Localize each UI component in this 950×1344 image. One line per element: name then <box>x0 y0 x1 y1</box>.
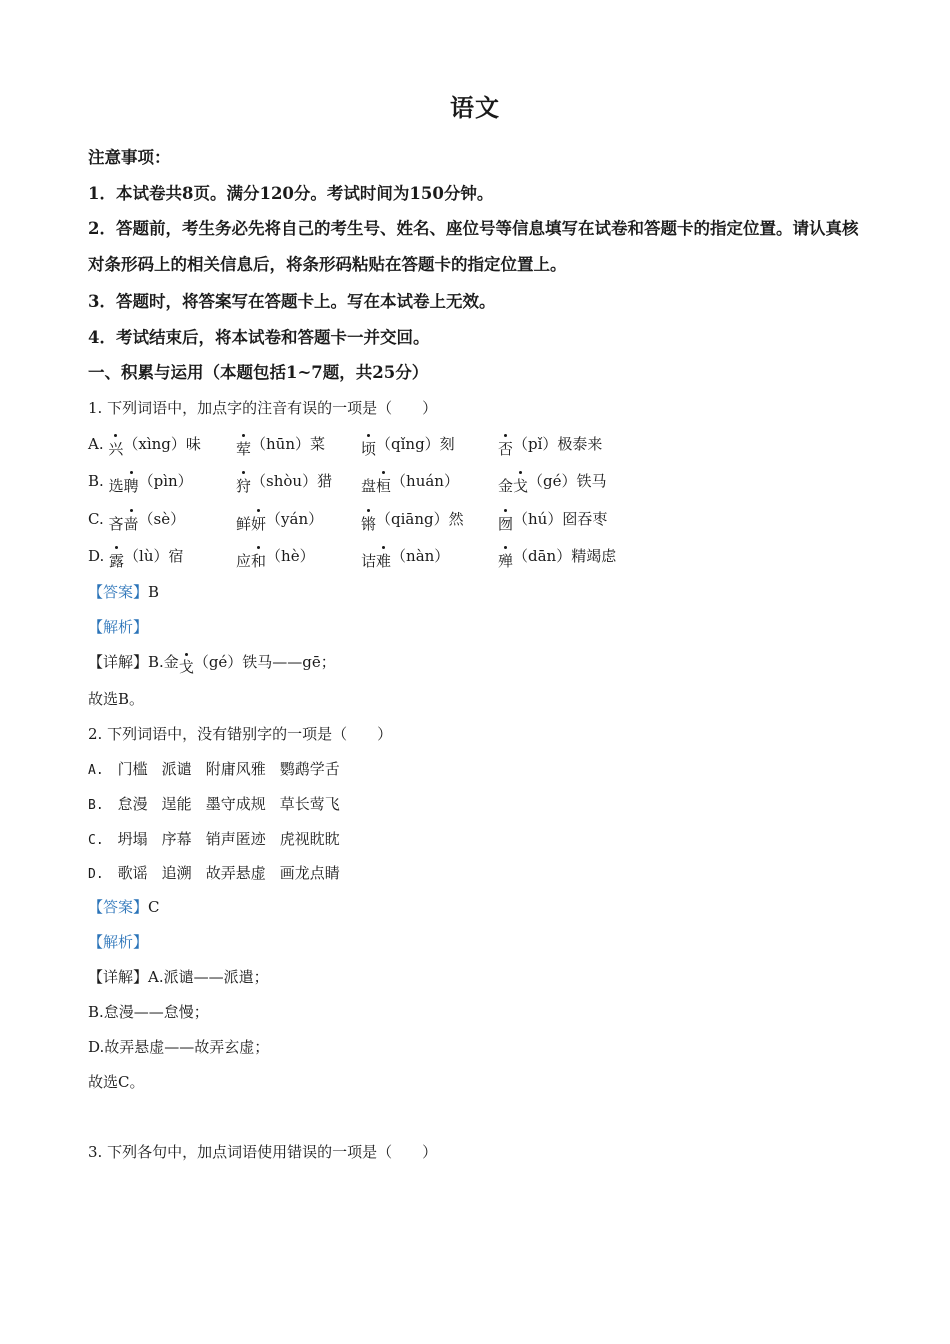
option-word: 逞能 <box>161 795 192 813</box>
dotted-char: 桓 <box>376 477 392 495</box>
dotted-char: 狩 <box>236 477 252 495</box>
q1-option-item <box>88 508 186 533</box>
detail-tag: 【详解】 <box>88 968 149 986</box>
option-word: 门槛 <box>117 760 148 778</box>
dotted-char: 戈 <box>513 477 529 495</box>
option-word: 怠漫 <box>117 795 148 813</box>
page-title: 语文 <box>450 93 500 122</box>
pinyin-text: （gé）铁马 <box>528 472 607 490</box>
option-word: 故弄悬虚 <box>205 864 266 882</box>
pinyin-text: （hūn）菜 <box>251 435 325 453</box>
dotted-char: 锵 <box>361 515 377 533</box>
question-2-detail-1 <box>88 967 269 987</box>
detail-text-post: （gé）铁马——gē； <box>193 653 336 671</box>
detail-text: A.派谴——派遣； <box>148 968 269 986</box>
option-word: 附庸风雅 <box>205 760 266 778</box>
dotted-char: 露 <box>109 552 125 570</box>
q1-option-item <box>361 545 450 570</box>
question-3-stem: 3. 下列各句中，加点词语使用错误的一项是（ ） <box>88 1143 438 1161</box>
notice-item-4: 4．考试结束后，将本试卷和答题卡一并交回。 <box>88 328 430 347</box>
q2-option <box>88 829 340 851</box>
answer-tag: 【答案】 <box>88 583 149 601</box>
dotted-char: 聘 <box>123 477 139 495</box>
answer-tag: 【答案】 <box>88 898 149 916</box>
question-1-answer <box>88 582 159 602</box>
option-label: D. <box>88 867 104 882</box>
question-1-analysis-tag: 【解析】 <box>88 618 149 636</box>
dotted-char: 啬 <box>123 515 139 533</box>
question-2-stem: 2. 下列词语中，没有错别字的一项是（ ） <box>88 725 393 743</box>
dotted-char: 和 <box>251 552 267 570</box>
q1-option-item <box>236 433 325 458</box>
option-word: 销声匿迹 <box>205 830 266 848</box>
q1-option-item <box>236 508 324 533</box>
detail-text-pre: B.金 <box>148 653 179 671</box>
option-word: 序幕 <box>161 830 192 848</box>
q1-option-item <box>498 545 617 570</box>
pinyin-text: （hè） <box>266 547 315 565</box>
q1-option-item <box>236 545 315 570</box>
notice-item-2: 2．答题前，考生务必先将自己的考生号、姓名、座位号等信息填写在试卷和答题卡的指定位置。请认真核对条形码上的相关信息后，将条形码粘贴在答题卡的指定位置上。 <box>88 219 859 274</box>
question-1-detail <box>88 652 336 676</box>
option-label: A. <box>88 763 104 778</box>
notice-item-3: 3．答题时，将答案写在答题卡上。写在本试卷上无效。 <box>88 292 496 311</box>
dotted-char: 否 <box>498 440 514 458</box>
pinyin-text: （pǐ）极泰来 <box>513 435 603 453</box>
question-2-answer <box>88 897 160 917</box>
q1-option-item <box>88 470 193 495</box>
option-label: A. <box>88 435 109 453</box>
dotted-char: 顷 <box>361 440 377 458</box>
dotted-char: 兴 <box>108 440 124 458</box>
option-label: D. <box>88 547 110 565</box>
pinyin-text: （huán） <box>391 472 459 490</box>
question-2-detail-2: B.怠漫——怠慢； <box>88 1003 209 1021</box>
option-char: 金 <box>498 477 514 495</box>
answer-value: B <box>148 583 160 601</box>
detail-tag: 【详解】 <box>88 653 149 671</box>
dotted-char: 囫 <box>498 515 514 533</box>
pinyin-text: （dān）精竭虑 <box>513 547 617 565</box>
question-1-stem: 1. 下列词语中，加点字的注音有误的一项是（ ） <box>88 399 438 417</box>
pinyin-text: （qiāng）然 <box>376 510 464 528</box>
option-word: 墨守成规 <box>205 795 266 813</box>
option-char: 盘 <box>361 477 377 495</box>
pinyin-text: （yán） <box>266 510 324 528</box>
pinyin-text: （sè） <box>138 510 186 528</box>
q1-option-item <box>361 508 464 533</box>
option-label: B. <box>88 798 104 813</box>
section-heading: 一、积累与运用（本题包括1~7题，共25分） <box>88 363 429 382</box>
pinyin-text: （pìn） <box>138 472 193 490</box>
pinyin-text: （lù）宿 <box>124 547 184 565</box>
option-char: 选 <box>108 477 124 495</box>
q1-option-item <box>236 470 333 495</box>
question-2-conclusion: 故选C。 <box>88 1073 145 1091</box>
question-1-conclusion: 故选B。 <box>88 690 145 708</box>
question-2-analysis-tag: 【解析】 <box>88 933 149 951</box>
option-word: 追溯 <box>161 864 192 882</box>
dotted-char: 荤 <box>236 440 252 458</box>
notice-heading: 注意事项： <box>88 148 171 167</box>
dotted-char: 殚 <box>498 552 514 570</box>
q2-option <box>88 759 340 781</box>
dotted-char: 难 <box>376 552 392 570</box>
pinyin-text: （xìng）味 <box>123 435 201 453</box>
option-char: 诘 <box>361 552 377 570</box>
q1-option-item <box>498 433 603 458</box>
option-char: 鲜 <box>236 515 252 533</box>
q1-option-item <box>361 433 455 458</box>
option-char: 吝 <box>108 515 124 533</box>
pinyin-text: （hú）囵吞枣 <box>513 510 608 528</box>
q1-option-item <box>498 508 608 533</box>
q1-option-item <box>498 470 607 495</box>
detail-dotted-char: 戈 <box>178 658 194 676</box>
q2-option <box>88 794 340 816</box>
option-label: C. <box>88 510 109 528</box>
pinyin-text: （shòu）猎 <box>251 472 333 490</box>
option-word: 歌谣 <box>117 864 148 882</box>
question-2-detail-3: D.故弄悬虚——故弄玄虚； <box>88 1038 270 1056</box>
q1-option-item <box>88 433 201 458</box>
pinyin-text: （nàn） <box>391 547 450 565</box>
option-label: C. <box>88 833 104 848</box>
option-word: 画龙点睛 <box>279 864 340 882</box>
answer-value: C <box>148 898 160 916</box>
q2-option <box>88 863 340 885</box>
notice-item-1: 1．本试卷共8页。满分120分。考试时间为150分钟。 <box>88 184 494 203</box>
option-word: 鹦鹉学舌 <box>279 760 340 778</box>
option-char: 应 <box>236 552 252 570</box>
option-word: 虎视眈眈 <box>279 830 340 848</box>
option-word: 坍塌 <box>117 830 148 848</box>
pinyin-text: （qǐng）刻 <box>376 435 455 453</box>
option-label: B. <box>88 472 109 490</box>
option-word: 草长莺飞 <box>279 795 340 813</box>
option-word: 派谴 <box>161 760 192 778</box>
dotted-char: 妍 <box>251 515 267 533</box>
q1-option-item <box>361 470 459 495</box>
q1-option-item <box>88 545 184 570</box>
